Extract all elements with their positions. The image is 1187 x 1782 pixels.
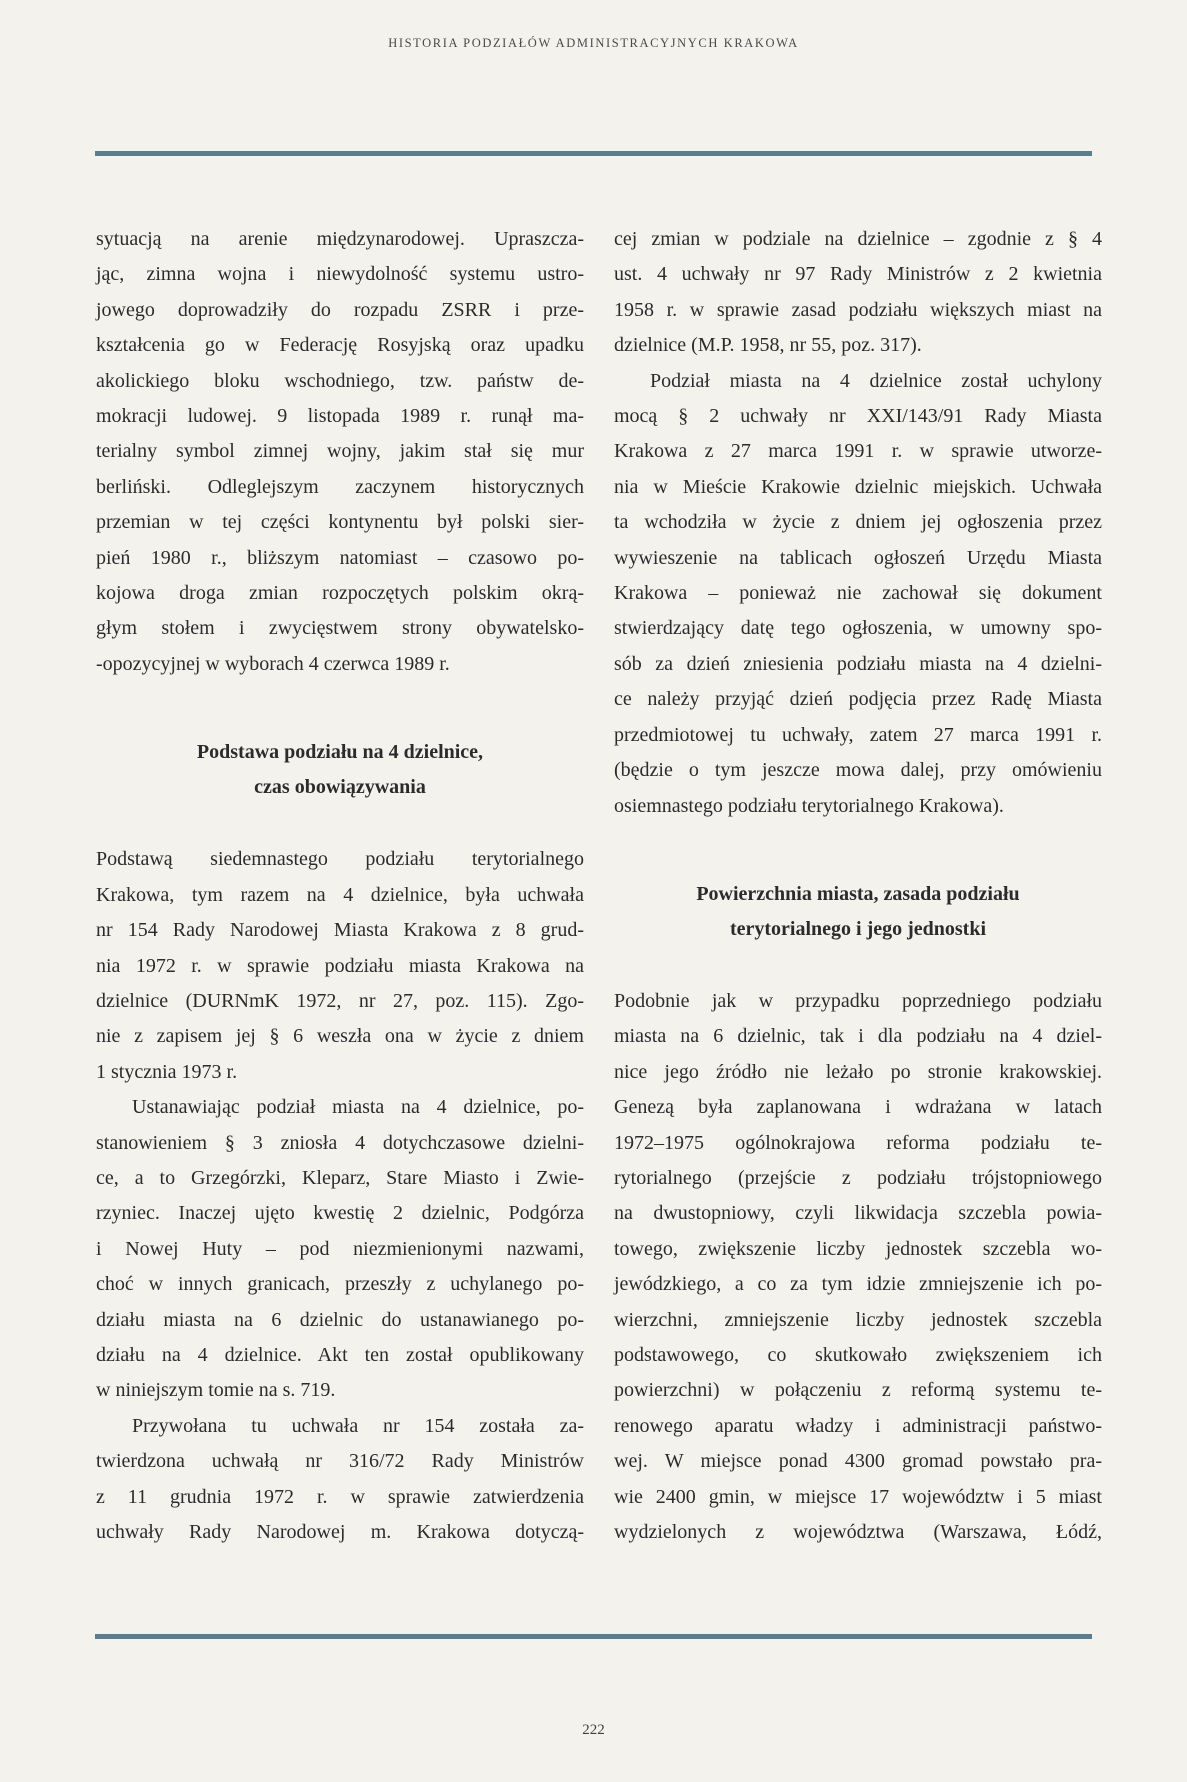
text-line: ust. 4 uchwały nr 97 Rady Ministrów z 2 kwietnia [614, 263, 1102, 286]
text-line-part: nia 1972 r. w sprawie podziału miasta Krakowa na [96, 954, 584, 977]
text-line: 1 stycznia 1973 r. [96, 1060, 238, 1083]
paragraph-intro-continued [96, 222, 584, 682]
text-line: i Nowej Huty – pod niezmienionymi nazwami, [96, 1237, 584, 1260]
text-line: ce należy przyjąć dzień podjęcia przez Radę Miasta [614, 688, 1102, 711]
text-line: nia w Mieście Krakowie dzielnic miejskich. Uchwała [614, 475, 1102, 498]
paragraph-continued [614, 222, 1102, 364]
text-line: przedmiotowej tu uchwały, zatem 27 marca 1991 r. [614, 723, 1102, 746]
text-line: berliński. Odleglejszym zaczynem historycznych [96, 475, 584, 498]
text-line: Przywołana tu uchwała nr 154 została za- [132, 1414, 584, 1437]
text-line: wie 2400 gmin, w miejsce 17 województw i 5 miast [614, 1485, 1102, 1508]
text-line: renowego aparatu władzy i administracji państwo- [614, 1414, 1102, 1437]
text-line: dzielnice (M.P. 1958, nr 55, poz. 317). [614, 334, 922, 357]
right-column [614, 222, 1102, 1550]
text-line: wierzchni, zmniejszenie liczby jednostek szczebla [614, 1308, 1102, 1331]
text-line: podstawowego, co skutkowało zwiększeniem ich [614, 1343, 1102, 1366]
text-line: (będzie o tym jeszcze mowa dalej, przy omówieniu [614, 759, 1102, 782]
text-line: stanowieniem § 3 zniosła 4 dotychczasowe dzielni- [96, 1131, 584, 1154]
text-line: rytorialnego (przejście z podziału trójstopniowego [614, 1166, 1102, 1189]
text-line: miasta na 6 dzielnic, tak i dla podziału na 4 dziel- [614, 1025, 1102, 1048]
paragraph-establishing [96, 1090, 584, 1409]
left-column [96, 222, 584, 1550]
text-line: terialny symbol zimnej wojny, jakim stał się mur [96, 440, 584, 463]
text-line: osiemnastego podziału terytorialnego Krakowa). [614, 794, 1004, 817]
text-line: z 11 grudnia 1972 r. w sprawie zatwierdzenia [96, 1485, 584, 1508]
text-line: cej zmian w podziale na dzielnice – zgodnie z § 4 [614, 228, 1102, 250]
text-line: sób za dzień zniesienia podziału miasta na 4 dzielni- [614, 652, 1102, 675]
text-line: Genezą była zaplanowana i wdrażana w latach [614, 1096, 1102, 1119]
text-line: uchwały Rady Narodowej m. Krakowa dotyczą- [96, 1521, 584, 1543]
text-line: Podział miasta na 4 dzielnice został uchylony [650, 369, 1102, 392]
text-line: dzielnice (DURNmK 1972, nr 27, poz. 115). Zgo- [96, 989, 584, 1012]
text-line: akolickiego bloku wschodniego, tzw. państw de- [96, 369, 584, 392]
text-line: ce, a to Grzegórzki, Kleparz, Stare Miasto i Zwie- [96, 1166, 584, 1189]
text-line: na dwustopniowy, czyli likwidacja szczebla powia- [614, 1202, 1102, 1225]
heading-line: czas obowiązywania [254, 776, 426, 799]
text-line: w niniejszym tomie na s. 719. [96, 1379, 336, 1402]
text-line: Krakowa, tym razem na 4 dzielnice, była uchwała [96, 883, 584, 906]
text-line: sytuacją na arenie międzynarodowej. Upraszcza- [96, 228, 584, 250]
text-line: jowego doprowadziły do rozpadu ZSRR i prze- [96, 298, 584, 321]
paragraph-basis [96, 842, 584, 1090]
text-line: jąc, zimna wojna i niewydolność systemu ustro- [96, 263, 584, 286]
text-line: głym stołem i zwycięstwem strony obywatelsko- [96, 617, 584, 640]
text-line: 1972–1975 ogólnokrajowa reforma podziału te- [614, 1131, 1102, 1154]
text-line: kojowa droga zmian rozpoczętych polskim okrą- [96, 582, 584, 605]
text-line: nice jego źródło nie leżało po stronie krakowskiej. [614, 1060, 1102, 1083]
running-header: HISTORIA PODZIAŁÓW ADMINISTRACYJNYCH KRAKOWA [388, 36, 799, 50]
text-line: choć w innych granicach, przeszły z uchylanego po- [96, 1273, 584, 1296]
section-heading-basis [96, 735, 584, 805]
text-line: Ustanawiając podział miasta na 4 dzielnice, po- [132, 1096, 584, 1119]
heading-line: terytorialnego i jego jednostki [729, 917, 987, 940]
text-line: wywieszenie na tablicach ogłoszeń Urzędu Miasta [614, 546, 1102, 569]
top-rule [95, 151, 1092, 156]
text-line: mokracji ludowej. 9 listopada 1989 r. runął ma- [96, 405, 584, 428]
text-line: Podstawą siedemnastego podziału terytorialnego [96, 848, 584, 871]
text-line: działu na 4 dzielnice. Akt ten został opublikowany [96, 1343, 584, 1366]
text-line: jewódzkiego, a co za tym idzie zmniejszenie ich po- [614, 1273, 1102, 1296]
text-line: 1958 r. w sprawie zasad podziału większych miast na [614, 298, 1102, 321]
text-line: rzyniec. Inaczej ujęto kwestię 2 dzielnic, Podgórza [96, 1202, 584, 1225]
paragraph-approval [96, 1409, 584, 1551]
text-line: mocą § 2 uchwały nr XXI/143/91 Rady Miasta [614, 405, 1102, 428]
heading-line: Podstawa podziału na 4 dzielnice, [196, 741, 484, 764]
section-heading-area [614, 877, 1102, 947]
text-line [96, 949, 584, 984]
text-line: stwierdzający datę tego ogłoszenia, w umowny spo- [614, 617, 1102, 640]
heading-line: Powierzchnia miasta, zasada podziału [696, 882, 1020, 905]
text-line: twierdzona uchwałą nr 316/72 Rady Ministrów [96, 1450, 584, 1473]
text-line: wydzielonych z województwa (Warszawa, Łódź, [614, 1521, 1102, 1543]
bottom-rule [95, 1634, 1092, 1639]
text-line: -opozycyjnej w wyborach 4 czerwca 1989 r. [96, 652, 450, 675]
text-line: Krakowa z 27 marca 1991 r. w sprawie utworze- [614, 440, 1102, 463]
text-line: towego, zwiększenie liczby jednostek szczebla wo- [614, 1237, 1102, 1260]
page-number: 222 [582, 1722, 605, 1738]
text-line: przemian w tej części kontynentu był polski sier- [96, 511, 584, 534]
text-line: działu miasta na 6 dzielnic do ustanawianego po- [96, 1308, 584, 1331]
text-line: ta wchodziła w życie z dniem jej ogłoszenia przez [614, 511, 1102, 534]
paragraph-repeal [614, 364, 1102, 824]
text-line: kształcenia go w Federację Rosyjską oraz upadku [96, 334, 584, 357]
text-line: Podobnie jak w przypadku poprzedniego podziału [614, 989, 1102, 1012]
text-line: Krakowa – ponieważ nie zachował się dokument [614, 582, 1102, 605]
text-line: nie z zapisem jej § 6 weszła ona w życie z dniem [96, 1025, 584, 1048]
text-line: wej. W miejsce ponad 4300 gromad powstało pra- [614, 1450, 1102, 1473]
text-line: nr 154 Rady Narodowej Miasta Krakowa z 8 grud- [96, 919, 584, 942]
text-line: powierzchni) w połączeniu z reformą systemu te- [614, 1379, 1102, 1402]
text-line: pień 1980 r., bliższym natomiast – czasowo po- [96, 546, 584, 569]
paragraph-origin [614, 984, 1102, 1551]
